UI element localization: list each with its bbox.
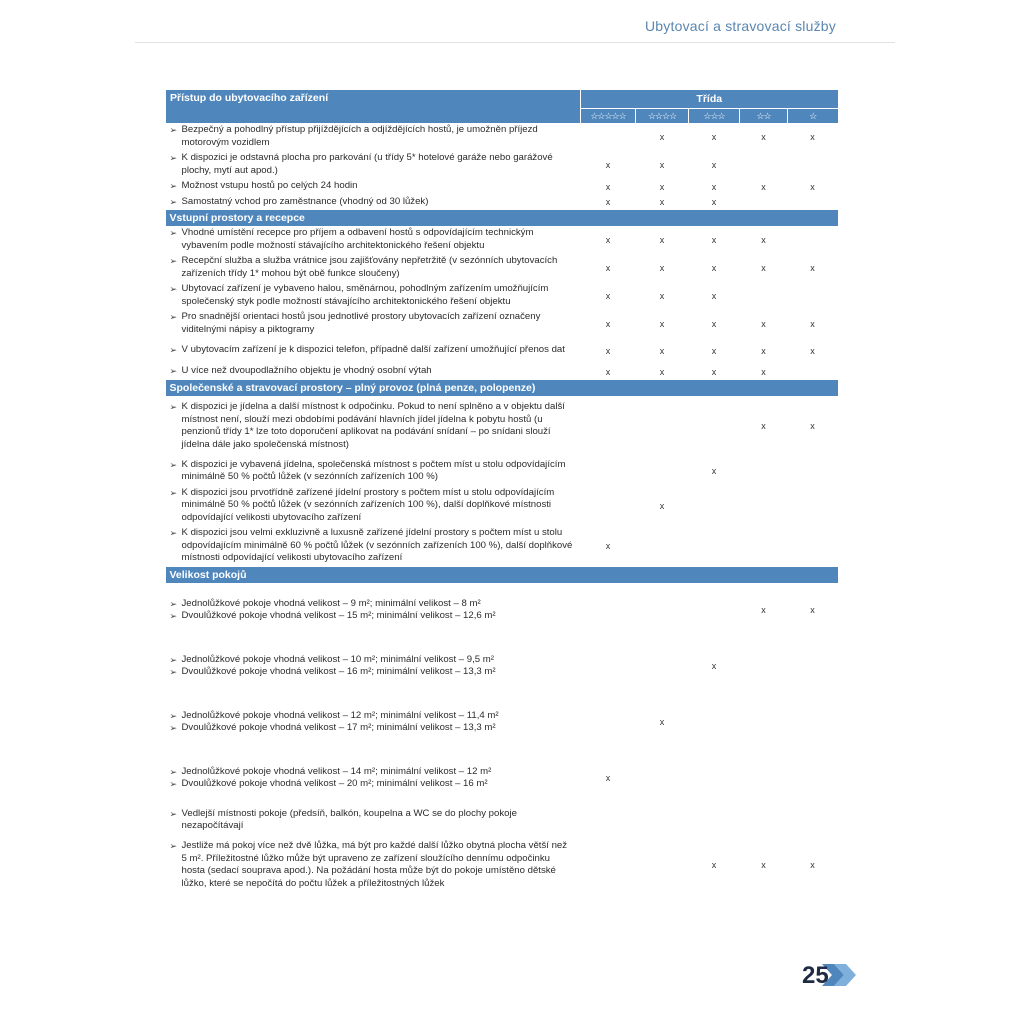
requirement-text: Vhodné umístění recepce pro příjem a odbavení hostů s odpovídajícím technickým vybavením podle možností stávajícího architektonického řešení objektu [181, 227, 534, 251]
class-mark-cell: x [605, 345, 611, 356]
class-mark-cell: x [711, 661, 717, 672]
list-item [170, 766, 575, 779]
requirement-text: Pro snadnější orientaci hostů jsou jednotlivé prostory ubytovacích zařízení označeny viditelnými nápisy a piktogramy [181, 311, 541, 335]
class-mark-cell: x [659, 318, 665, 329]
requirement-text: V ubytovacím zařízení je k dispozici telefon, případně další zařízení umožňující přenos dat [181, 344, 565, 356]
class-mark-cell [740, 526, 788, 567]
requirement-text: Dvoulůžkové pokoje vhodná velikost – 17 m²; minimální velikost – 13,3 m² [181, 722, 496, 733]
class-mark-cell: x [605, 541, 611, 551]
list-item [170, 311, 575, 336]
class-mark-cell [740, 458, 788, 486]
list-item [170, 487, 575, 525]
bullet-arrow-icon: ➢ [169, 667, 178, 677]
requirement-text: U více než dvoupodlažního objektu je vhodný osobní výtah [181, 365, 432, 376]
class-mark-cell [740, 282, 788, 310]
list-item [170, 527, 575, 565]
list-item [170, 598, 575, 611]
bullet-arrow-icon: ➢ [169, 779, 178, 789]
class-mark-cell: x [711, 181, 717, 192]
requirement-cell [166, 639, 581, 695]
class-mark-cell [788, 526, 838, 567]
table-row [166, 338, 838, 364]
requirement-cell [166, 807, 581, 835]
class-mark-cell [581, 583, 636, 639]
class-mark-cell: x [810, 318, 815, 329]
table-row [166, 364, 838, 380]
table-row [166, 123, 838, 151]
requirement-cell [166, 310, 581, 338]
requirement-text: Dvoulůžkové pokoje vhodná velikost – 20 m²; minimální velikost – 16 m² [181, 778, 488, 789]
class-mark-cell [689, 396, 740, 458]
class-mark-cell: x [605, 197, 611, 207]
bullet-arrow-icon: ➢ [169, 312, 178, 322]
class-mark-cell: x [810, 181, 815, 192]
bullet-arrow-icon: ➢ [169, 284, 178, 294]
class-mark-cell: x [659, 234, 665, 245]
class-mark-cell [636, 639, 689, 695]
bullet-arrow-icon: ➢ [169, 153, 178, 163]
class-mark-cell: x [711, 131, 717, 142]
requirement-cell [166, 751, 581, 807]
class-mark-cell [788, 364, 838, 380]
class-mark-cell [788, 807, 838, 835]
class-mark-cell: x [659, 262, 665, 273]
class-mark-cell: x [711, 159, 717, 170]
class-mark-cell [788, 282, 838, 310]
section-title: Velikost pokojů [166, 567, 838, 583]
class-mark-cell [581, 396, 636, 458]
requirement-cell [166, 458, 581, 486]
class-mark-cell [581, 486, 636, 527]
page-number: 25 [802, 962, 829, 989]
list-item [170, 152, 575, 177]
bullet-arrow-icon: ➢ [169, 528, 178, 538]
class-mark-cell [689, 526, 740, 567]
class-mark-cell: x [810, 605, 815, 616]
class-mark-cell [740, 151, 788, 179]
bullet-arrow-icon: ➢ [169, 723, 178, 733]
table-row [166, 807, 838, 835]
table-row [166, 526, 838, 567]
class-mark-cell: x [761, 366, 766, 377]
requirement-cell [166, 195, 581, 211]
bullet-arrow-icon: ➢ [169, 366, 178, 376]
requirement-text: Bezpečný a pohodlný přístup přijíždějících a odjíždějících hostů, je umožněn příjezd motorovým vozidlem [181, 124, 538, 148]
section-header-access: Přístup do ubytovacího zařízení [166, 90, 581, 123]
star-rating-1-label: ☆ [788, 109, 838, 124]
class-mark-cell [636, 835, 689, 897]
list-item [170, 808, 575, 833]
list-item [170, 344, 575, 357]
class-mark-cell [788, 751, 838, 807]
class-mark-cell: x [810, 421, 815, 432]
table-row [166, 195, 838, 211]
requirement-text: Možnost vstupu hostů po celých 24 hodin [181, 180, 358, 191]
class-mark-cell: x [761, 345, 766, 356]
class-mark-cell [740, 807, 788, 835]
class-mark-cell [636, 396, 689, 458]
list-item [170, 610, 575, 623]
bullet-arrow-icon: ➢ [169, 228, 178, 238]
class-mark-cell: x [761, 181, 766, 192]
class-mark-cell: x [659, 345, 665, 356]
class-mark-cell [788, 151, 838, 179]
section-title: Společenské a stravovací prostory – plný provoz (plná penze, polopenze) [166, 380, 838, 396]
requirement-text: Recepční služba a služba vrátnice jsou zajišťovány nepřetržitě (v sezónních ubytovacích zařízeních třídy 1* mohou být obě funkce sloučeny) [181, 255, 558, 279]
class-mark-cell: x [605, 234, 611, 245]
class-mark-cell: x [810, 131, 815, 142]
class-mark-cell [689, 751, 740, 807]
class-mark-cell [689, 695, 740, 751]
requirement-text: Vedlejší místnosti pokoje (předsíň, balkón, koupelna a WC se do plochy pokoje nezapočítávají [181, 807, 517, 831]
class-mark-cell [636, 751, 689, 807]
bullet-arrow-icon: ➢ [169, 841, 178, 851]
bullet-arrow-icon: ➢ [169, 611, 178, 621]
class-mark-cell [740, 486, 788, 527]
bullet-arrow-icon: ➢ [169, 710, 178, 721]
bullet-arrow-icon: ➢ [169, 196, 178, 207]
class-mark-cell [740, 695, 788, 751]
class-mark-cell: x [761, 131, 766, 142]
class-mark-cell: x [711, 318, 717, 329]
bullet-arrow-icon: ➢ [169, 181, 178, 191]
class-mark-cell: x [659, 159, 665, 170]
class-mark-cell: x [711, 234, 717, 245]
requirement-cell [166, 396, 581, 458]
bullet-arrow-icon: ➢ [169, 125, 178, 135]
table-row [166, 486, 838, 527]
class-mark-cell: x [761, 234, 766, 245]
class-mark-cell [636, 807, 689, 835]
requirement-cell [166, 695, 581, 751]
requirement-cell [166, 226, 581, 254]
table-row [166, 583, 838, 639]
table-row [166, 254, 838, 282]
requirement-text: K dispozici jsou prvotřídně zařízené jídelní prostory s počtem míst u stolu odpovídajícím minimálně 50 % počtů lůžek (v sezónních zařízeních 100 %), další doplňkové místnosti odpovídající velikosti ubytovacího zařízení [181, 486, 555, 523]
list-item [170, 180, 575, 193]
class-mark-cell [788, 695, 838, 751]
requirement-cell [166, 364, 581, 380]
table-body [166, 123, 838, 897]
requirement-text: K dispozici je vybavená jídelna, společenská místnost s počtem míst u stolu odpovídajícím minimálně 50 % počtů lůžek (v sezónních zařízeních 100 %) [181, 458, 566, 482]
class-mark-cell: x [761, 318, 766, 329]
class-mark-cell: x [605, 181, 611, 192]
page-number-badge [800, 958, 864, 992]
bullet-arrow-icon: ➢ [169, 402, 178, 412]
class-column-header: Třída [581, 90, 838, 109]
requirement-cell [166, 338, 581, 364]
table-row [166, 226, 838, 254]
table-row [166, 151, 838, 179]
requirement-text: Dvoulůžkové pokoje vhodná velikost – 15 m²; minimální velikost – 12,6 m² [181, 610, 496, 621]
table-row [166, 458, 838, 486]
class-mark-cell: x [605, 366, 611, 377]
requirement-text: Samostatný vchod pro zaměstnance (vhodný od 30 lůžek) [181, 195, 429, 207]
list-item [170, 710, 575, 723]
star-rating-3-label: ☆☆☆ [689, 109, 740, 124]
requirement-text: Jednolůžkové pokoje vhodná velikost – 10 m²; minimální velikost – 9,5 m² [181, 653, 494, 665]
class-mark-cell [788, 639, 838, 695]
list-item [170, 227, 575, 252]
requirement-text: Ubytovací zařízení je vybaveno halou, směnárnou, pohodlným zařízením umožňujícím společenský styk podle možností stávajícího architektonického řešení objektu [181, 283, 549, 307]
class-mark-cell [581, 458, 636, 486]
class-mark-cell: x [810, 860, 815, 871]
bullet-arrow-icon: ➢ [169, 808, 178, 819]
class-mark-cell: x [761, 860, 766, 871]
class-mark-cell [581, 123, 636, 151]
class-mark-cell [581, 807, 636, 835]
requirement-cell [166, 123, 581, 151]
class-mark-cell: x [711, 466, 717, 477]
list-item [170, 365, 575, 378]
class-mark-cell: x [711, 262, 717, 273]
list-item [170, 459, 575, 484]
table-row [166, 282, 838, 310]
list-item [170, 666, 575, 679]
class-mark-cell: x [810, 345, 815, 356]
bullet-arrow-icon: ➢ [169, 487, 178, 498]
list-item [170, 722, 575, 735]
class-mark-cell [636, 458, 689, 486]
requirement-cell [166, 179, 581, 195]
list-item [170, 255, 575, 280]
list-item [170, 196, 575, 209]
class-mark-cell [788, 226, 838, 254]
header-divider [135, 42, 895, 43]
class-mark-cell: x [659, 290, 665, 301]
star-rating-4-label: ☆☆☆☆ [636, 109, 689, 124]
list-item [170, 778, 575, 791]
requirement-text: K dispozici je jídelna a další místnost k odpočinku. Pokud to není splněno a v objektu další místnost není, slouží mezi obdobími podávání hlavních jídel jídelna k pobytu hostů (u penzionů třídy 1* lze toto doporučení aplikovat na podávání snídaní – po snídani slouží jídelna dále jako společenská místnost) [181, 401, 565, 450]
list-item [170, 124, 575, 149]
requirement-cell [166, 583, 581, 639]
table-row [166, 751, 838, 807]
requirement-cell [166, 151, 581, 179]
class-mark-cell: x [711, 860, 717, 871]
table-row [166, 639, 838, 695]
table-row [166, 179, 838, 195]
bullet-arrow-icon: ➢ [169, 766, 178, 777]
class-mark-cell: x [659, 131, 665, 142]
class-mark-cell: x [761, 262, 766, 273]
class-mark-cell: x [761, 421, 766, 432]
table-row [166, 310, 838, 338]
list-item [170, 654, 575, 667]
class-mark-cell [788, 486, 838, 527]
bullet-arrow-icon: ➢ [169, 459, 178, 470]
class-mark-cell: x [711, 290, 717, 301]
section-header [166, 210, 838, 226]
class-mark-cell [636, 526, 689, 567]
table-row [166, 695, 838, 751]
class-mark-cell: x [711, 197, 717, 207]
list-item [170, 401, 575, 451]
requirement-text: Jednolůžkové pokoje vhodná velikost – 9 m²; minimální velikost – 8 m² [181, 597, 481, 609]
class-mark-cell [740, 195, 788, 211]
class-mark-cell: x [711, 345, 717, 356]
class-mark-cell: x [659, 181, 665, 192]
class-mark-cell [581, 695, 636, 751]
bullet-arrow-icon: ➢ [169, 654, 178, 665]
class-mark-cell [788, 195, 838, 211]
star-rating-2-label: ☆☆ [740, 109, 788, 124]
requirement-text: Jednolůžkové pokoje vhodná velikost – 12 m²; minimální velikost – 11,4 m² [181, 709, 499, 721]
requirement-text: K dispozici jsou velmi exkluzivně a luxusně zařízené jídelní prostory s počtem míst u stolu odpovídajícím minimálně 60 % počtů lůžek (v sezónních zařízeních 100 %), další doplňkové místnosti odpovídající velikosti ubytovacího zařízení [181, 527, 573, 563]
requirement-text: Dvoulůžkové pokoje vhodná velikost – 16 m²; minimální velikost – 13,3 m² [181, 666, 496, 677]
class-mark-cell: x [605, 773, 611, 784]
classification-table-container [165, 90, 837, 897]
requirement-cell [166, 835, 581, 897]
class-mark-cell [689, 807, 740, 835]
class-mark-cell [740, 639, 788, 695]
class-mark-cell: x [659, 366, 665, 377]
class-mark-cell: x [659, 500, 665, 511]
class-mark-cell: x [605, 159, 611, 170]
class-mark-cell: x [810, 262, 815, 273]
list-item [170, 283, 575, 308]
running-header: Ubytovací a stravovací služby [645, 18, 836, 34]
class-mark-cell: x [761, 605, 766, 616]
bullet-arrow-icon: ➢ [169, 598, 178, 609]
class-mark-cell [689, 486, 740, 527]
class-mark-cell: x [605, 290, 611, 301]
class-mark-cell: x [605, 318, 611, 329]
list-item [170, 840, 575, 890]
class-mark-cell: x [711, 366, 717, 377]
requirement-cell [166, 254, 581, 282]
section-title: Vstupní prostory a recepce [166, 210, 838, 226]
class-mark-cell [636, 583, 689, 639]
table-row [166, 396, 838, 458]
section-header [166, 567, 838, 583]
requirement-text: Jednolůžkové pokoje vhodná velikost – 14 m²; minimální velikost – 12 m² [181, 765, 492, 777]
class-mark-cell [740, 751, 788, 807]
table-row [166, 835, 838, 897]
class-mark-cell: x [605, 262, 611, 273]
class-mark-cell: x [659, 717, 665, 728]
requirement-cell [166, 282, 581, 310]
requirement-text: K dispozici je odstavná plocha pro parkování (u třídy 5* hotelové garáže nebo garážové plochy, mytí aut apod.) [181, 152, 553, 176]
class-mark-cell [581, 835, 636, 897]
requirement-cell [166, 486, 581, 527]
bullet-arrow-icon: ➢ [169, 256, 178, 266]
star-rating-5-label: ☆☆☆☆☆ [581, 109, 636, 124]
section-header [166, 380, 838, 396]
class-mark-cell: x [659, 197, 665, 207]
classification-table [165, 90, 838, 897]
requirement-cell [166, 526, 581, 567]
class-mark-cell [689, 583, 740, 639]
class-mark-cell [788, 458, 838, 486]
class-mark-cell [581, 639, 636, 695]
bullet-arrow-icon: ➢ [169, 345, 178, 356]
requirement-text: Jestliže má pokoj více než dvě lůžka, má být pro každé další lůžko obytná plocha větší než 5 m². Příležitostné lůžko může být upraveno ze zařízení sloužícího dennímu odpočinku hosta (sedací souprava apod.). Na požádání hosta může být do pokoje umístěno dětské lůžko, které se nepočítá do počtu lůžek a příležitostných lůžek [181, 840, 568, 889]
